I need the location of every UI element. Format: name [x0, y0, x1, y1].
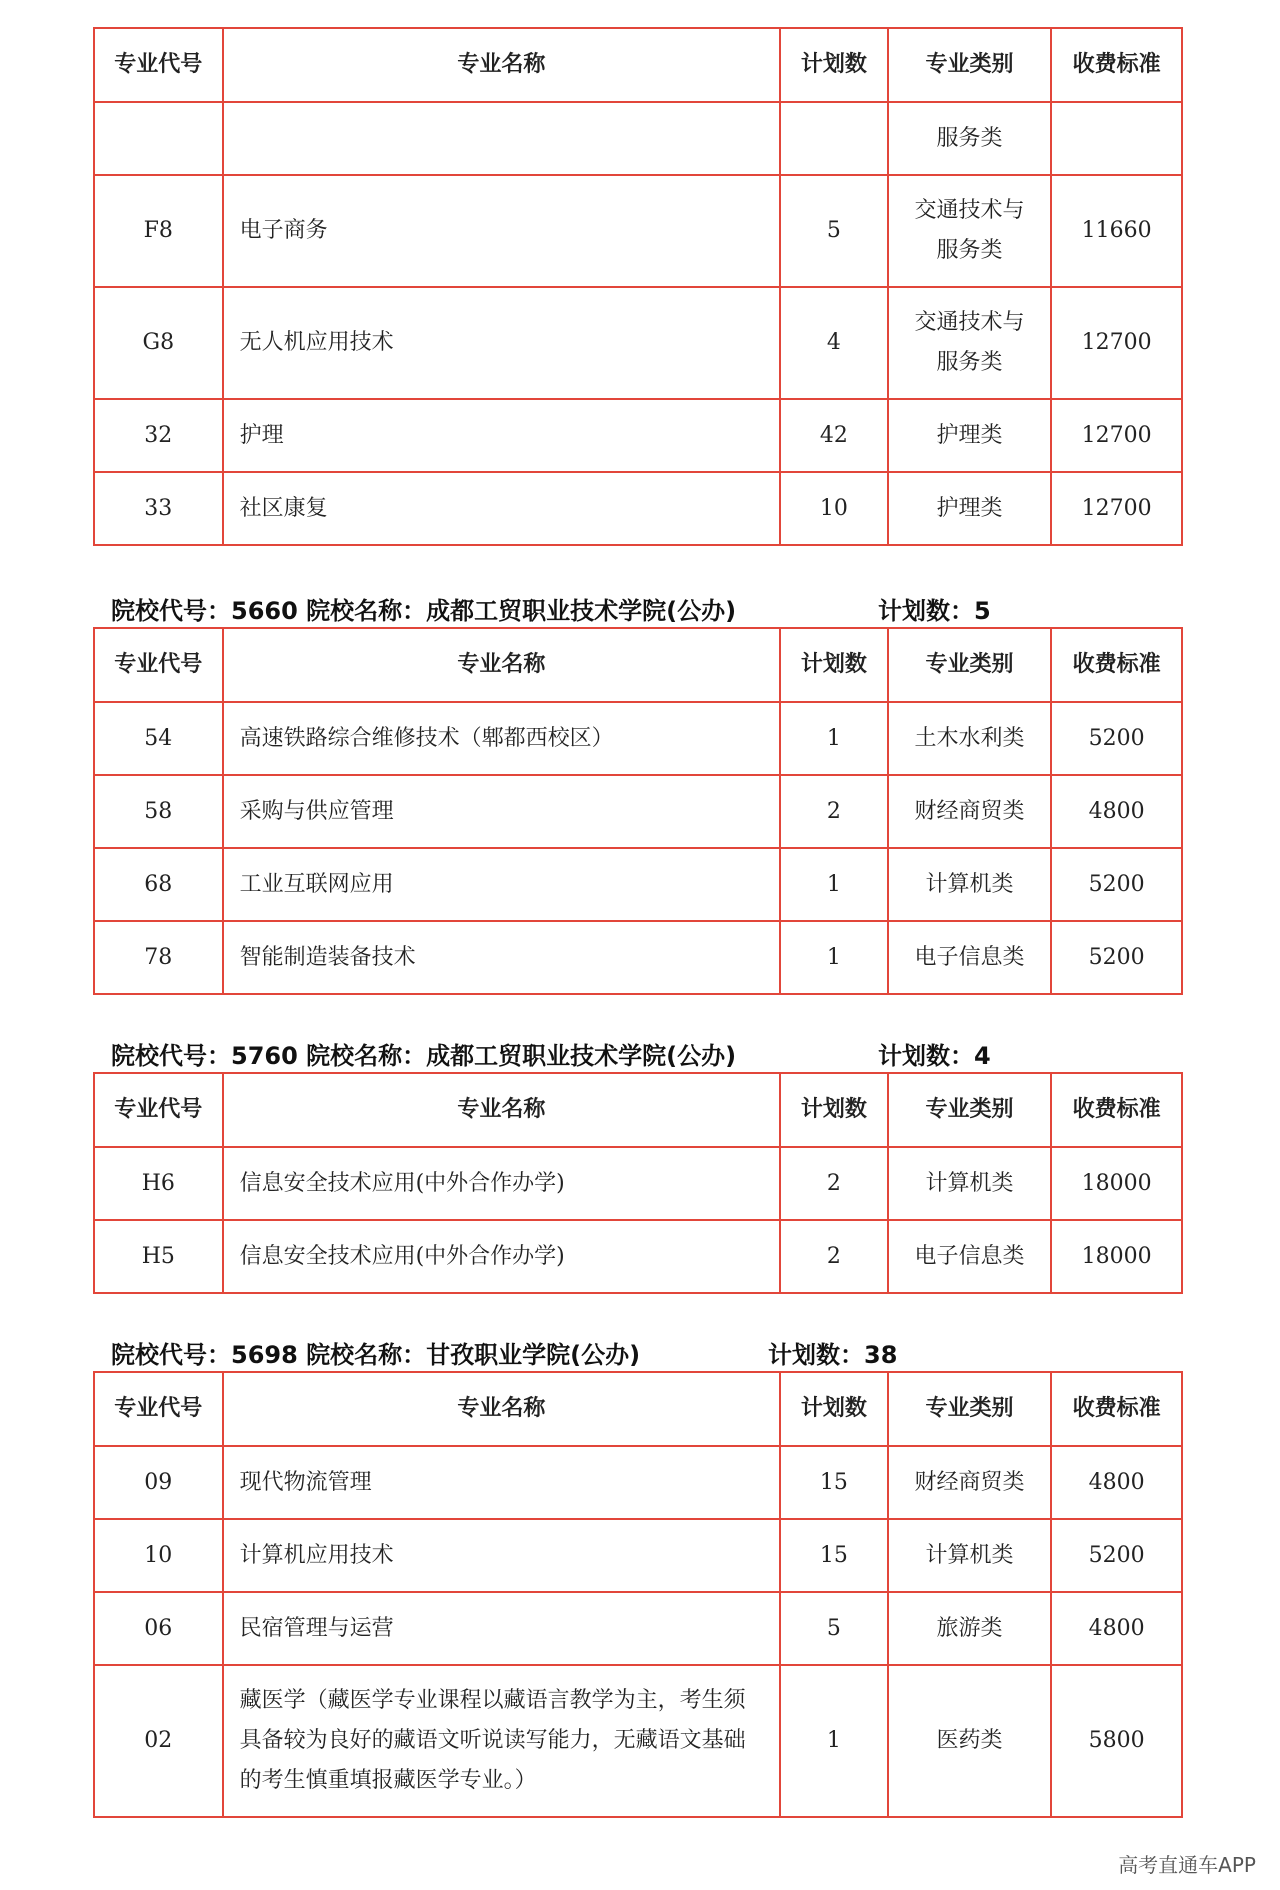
cell-category: 电子信息类 [888, 1220, 1052, 1293]
cell-name: 高速铁路综合维修技术（郫都西校区） [223, 702, 781, 775]
cell-name [223, 102, 781, 175]
majors-table-1 [93, 27, 1183, 546]
cell-code: F8 [94, 175, 223, 287]
cell-fee: 4800 [1051, 1446, 1182, 1519]
cell-code: 32 [94, 399, 223, 472]
cell-category: 电子信息类 [888, 921, 1052, 994]
cell-category: 财经商贸类 [888, 775, 1052, 848]
cell-plan: 42 [780, 399, 887, 472]
cell-plan: 15 [780, 1519, 887, 1592]
cell-fee: 11660 [1051, 175, 1182, 287]
cell-name: 工业互联网应用 [223, 848, 781, 921]
cell-name: 信息安全技术应用(中外合作办学) [223, 1147, 781, 1220]
cell-name: 民宿管理与运营 [223, 1592, 781, 1665]
cell-plan: 5 [780, 1592, 887, 1665]
header-category: 专业类别 [888, 628, 1052, 702]
cell-code: 78 [94, 921, 223, 994]
table-row [94, 472, 1182, 545]
cell-fee: 4800 [1051, 1592, 1182, 1665]
cell-fee: 5200 [1051, 1519, 1182, 1592]
cell-plan: 4 [780, 287, 887, 399]
cell-code: 06 [94, 1592, 223, 1665]
cell-fee: 18000 [1051, 1147, 1182, 1220]
cell-code [94, 102, 223, 175]
cell-name: 采购与供应管理 [223, 775, 781, 848]
cell-name: 藏医学（藏医学专业课程以藏语言教学为主，考生须具备较为良好的藏语文听说读写能力，无藏语文基础的考生慎重填报藏医学专业。） [223, 1665, 781, 1817]
cell-plan: 1 [780, 702, 887, 775]
cell-name: 护理 [223, 399, 781, 472]
header-fee: 收费标准 [1051, 28, 1182, 102]
header-name: 专业名称 [223, 1073, 781, 1147]
table-header-row [94, 1372, 1182, 1446]
cell-category: 交通技术与服务类 [888, 287, 1052, 399]
watermark-text: 高考直通车APP [1118, 1853, 1256, 1877]
cell-category: 计算机类 [888, 848, 1052, 921]
cell-name: 计算机应用技术 [223, 1519, 781, 1592]
school-heading-5760 [111, 1036, 991, 1071]
cell-category: 交通技术与服务类 [888, 175, 1052, 287]
cell-fee: 5200 [1051, 921, 1182, 994]
cell-category: 计算机类 [888, 1147, 1052, 1220]
cell-name: 现代物流管理 [223, 1446, 781, 1519]
school-heading-text: 院校代号：5760 院校名称：成都工贸职业技术学院(公办) [111, 1042, 737, 1070]
school-heading-5698 [111, 1335, 898, 1370]
table-row [94, 399, 1182, 472]
header-category: 专业类别 [888, 1073, 1052, 1147]
header-plan: 计划数 [780, 28, 887, 102]
cell-fee: 5800 [1051, 1665, 1182, 1817]
cell-fee: 5200 [1051, 848, 1182, 921]
cell-category: 财经商贸类 [888, 1446, 1052, 1519]
header-code: 专业代号 [94, 1073, 223, 1147]
majors-table-4 [93, 1371, 1183, 1818]
cell-plan: 15 [780, 1446, 887, 1519]
school-heading-5660 [111, 591, 991, 626]
table-header-row [94, 628, 1182, 702]
cell-fee: 18000 [1051, 1220, 1182, 1293]
header-plan: 计划数 [780, 628, 887, 702]
cell-name: 智能制造装备技术 [223, 921, 781, 994]
header-code: 专业代号 [94, 28, 223, 102]
table-row [94, 702, 1182, 775]
school-heading-text: 院校代号：5698 院校名称：甘孜职业学院(公办) [111, 1341, 641, 1369]
cell-name: 信息安全技术应用(中外合作办学) [223, 1220, 781, 1293]
cell-category: 旅游类 [888, 1592, 1052, 1665]
cell-code: G8 [94, 287, 223, 399]
table-header-row [94, 1073, 1182, 1147]
cell-fee: 4800 [1051, 775, 1182, 848]
cell-fee: 5200 [1051, 702, 1182, 775]
header-fee: 收费标准 [1051, 1372, 1182, 1446]
header-category: 专业类别 [888, 1372, 1052, 1446]
school-plan-count: 计划数：5 [878, 597, 991, 625]
cell-category: 服务类 [888, 102, 1052, 175]
table-row [94, 102, 1182, 175]
table-row [94, 175, 1182, 287]
cell-category: 计算机类 [888, 1519, 1052, 1592]
cell-code: H5 [94, 1220, 223, 1293]
cell-category: 护理类 [888, 472, 1052, 545]
cell-fee [1051, 102, 1182, 175]
cell-code: 09 [94, 1446, 223, 1519]
table-row [94, 1519, 1182, 1592]
table-row [94, 1665, 1182, 1817]
cell-plan: 1 [780, 1665, 887, 1817]
cell-plan: 5 [780, 175, 887, 287]
table-row [94, 775, 1182, 848]
table-row [94, 287, 1182, 399]
school-plan-count: 计划数：4 [878, 1042, 991, 1070]
cell-code: 10 [94, 1519, 223, 1592]
header-name: 专业名称 [223, 628, 781, 702]
cell-category: 护理类 [888, 399, 1052, 472]
majors-table-2 [93, 627, 1183, 995]
header-category: 专业类别 [888, 28, 1052, 102]
table-row [94, 1220, 1182, 1293]
header-code: 专业代号 [94, 628, 223, 702]
cell-code: 02 [94, 1665, 223, 1817]
cell-code: 58 [94, 775, 223, 848]
header-plan: 计划数 [780, 1372, 887, 1446]
cell-code: 54 [94, 702, 223, 775]
header-name: 专业名称 [223, 28, 781, 102]
cell-plan: 1 [780, 848, 887, 921]
cell-plan: 2 [780, 1220, 887, 1293]
table-row [94, 921, 1182, 994]
table-row [94, 848, 1182, 921]
cell-plan [780, 102, 887, 175]
cell-plan: 10 [780, 472, 887, 545]
cell-name: 电子商务 [223, 175, 781, 287]
table-row [94, 1147, 1182, 1220]
cell-code: 68 [94, 848, 223, 921]
header-fee: 收费标准 [1051, 628, 1182, 702]
cell-code: H6 [94, 1147, 223, 1220]
cell-plan: 2 [780, 1147, 887, 1220]
cell-plan: 1 [780, 921, 887, 994]
cell-name: 社区康复 [223, 472, 781, 545]
school-plan-count: 计划数：38 [768, 1341, 898, 1369]
cell-fee: 12700 [1051, 472, 1182, 545]
cell-name: 无人机应用技术 [223, 287, 781, 399]
header-plan: 计划数 [780, 1073, 887, 1147]
cell-fee: 12700 [1051, 287, 1182, 399]
cell-category: 医药类 [888, 1665, 1052, 1817]
school-heading-text: 院校代号：5660 院校名称：成都工贸职业技术学院(公办) [111, 597, 737, 625]
cell-plan: 2 [780, 775, 887, 848]
cell-category: 土木水利类 [888, 702, 1052, 775]
header-code: 专业代号 [94, 1372, 223, 1446]
cell-fee: 12700 [1051, 399, 1182, 472]
cell-code: 33 [94, 472, 223, 545]
header-fee: 收费标准 [1051, 1073, 1182, 1147]
table-header-row [94, 28, 1182, 102]
table-row [94, 1446, 1182, 1519]
header-name: 专业名称 [223, 1372, 781, 1446]
majors-table-3 [93, 1072, 1183, 1294]
table-row [94, 1592, 1182, 1665]
